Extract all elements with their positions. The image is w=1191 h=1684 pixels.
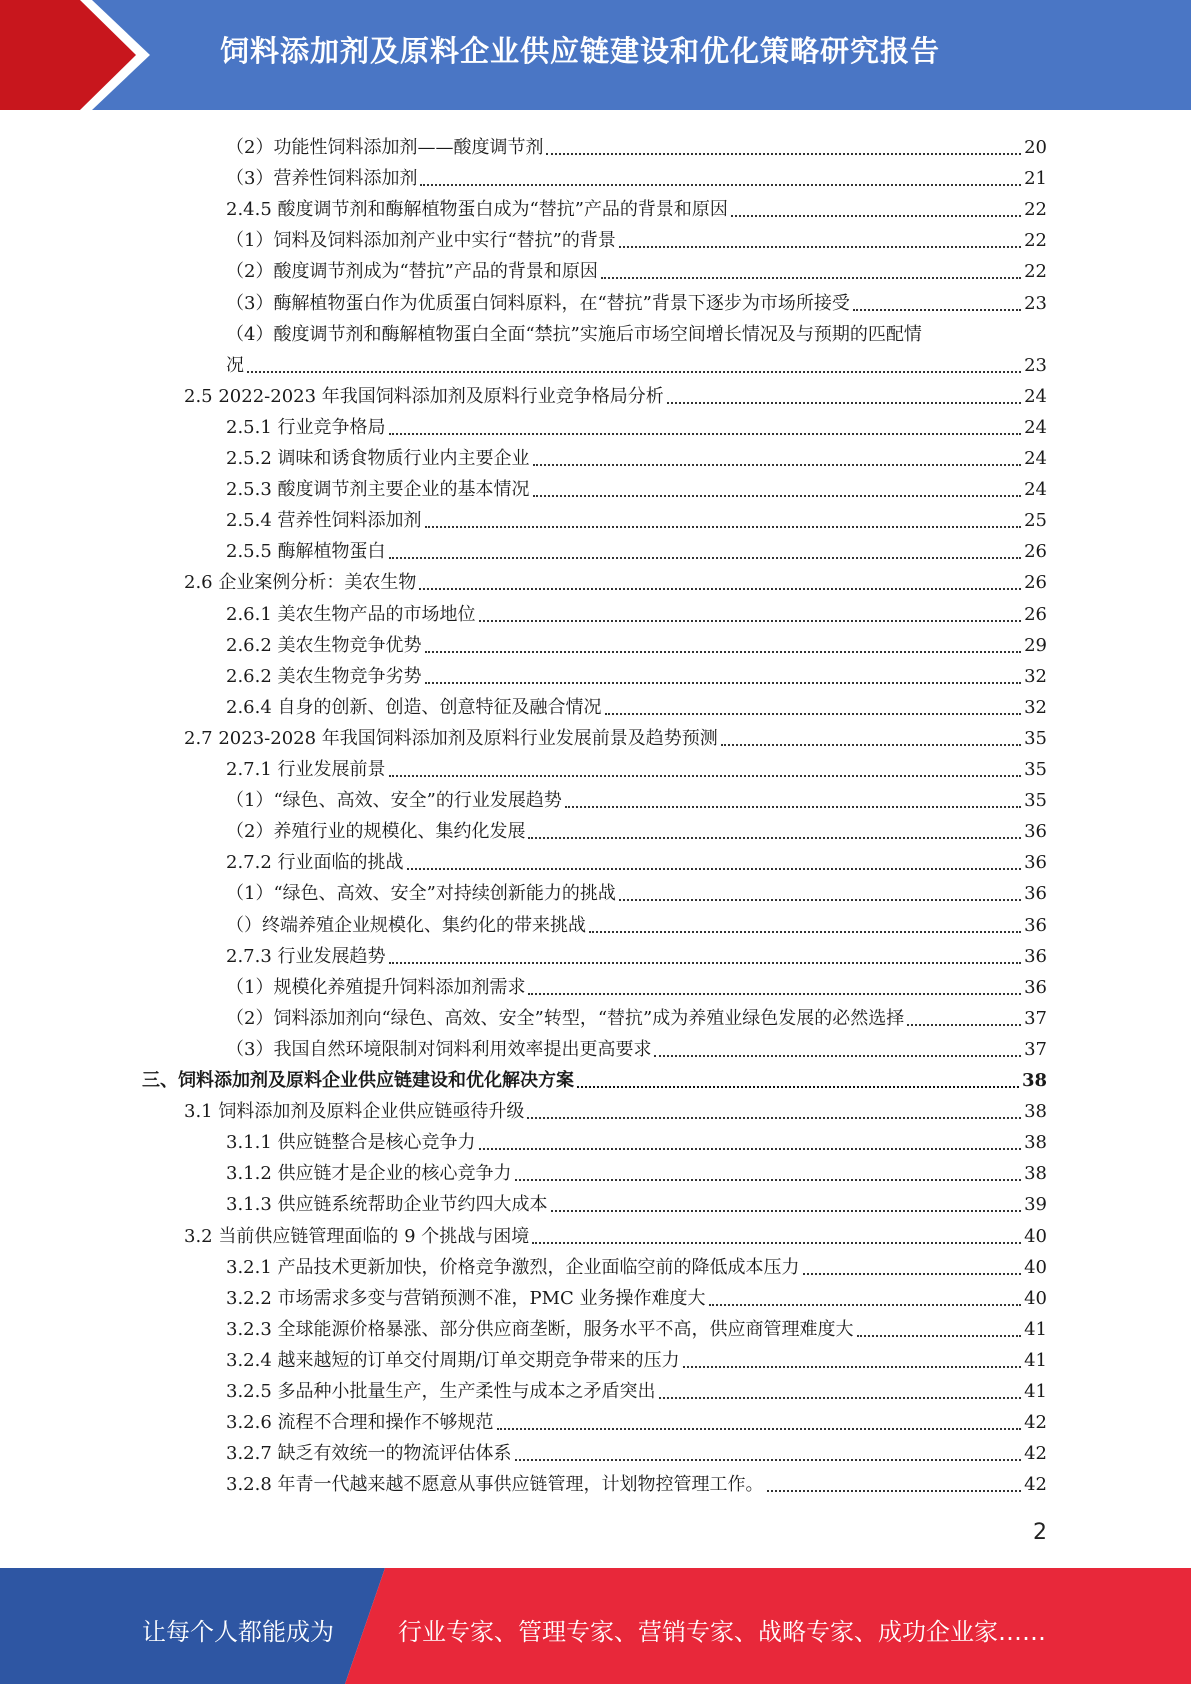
toc-entry-title: （）终端养殖企业规模化、集约化的带来挑战 [226, 915, 586, 936]
toc-entry-title: 3.1.3 供应链系统帮助企业节约四大成本 [226, 1194, 548, 1215]
toc-entry-title: 3.1 饲料添加剂及原料企业供应链亟待升级 [184, 1101, 525, 1122]
toc-entry-title: （2）饲料添加剂向“绿色、高效、安全”转型，“替抗”成为养殖业绿色发展的必然选择 [226, 1008, 905, 1029]
toc-entry[interactable] [226, 781, 1047, 812]
toc-entry-page: 38 [1024, 1101, 1047, 1122]
toc-entry-title: （3）酶解植物蛋白作为优质蛋白饲料原料，在“替抗”背景下逐步为市场所接受 [226, 293, 850, 314]
toc-entry[interactable] [226, 937, 1047, 968]
toc-entry[interactable] [226, 1465, 1047, 1496]
toc-entry[interactable] [226, 843, 1047, 874]
toc-entry[interactable] [226, 595, 1047, 626]
toc-dot-leader [419, 587, 1021, 590]
toc-entry[interactable] [226, 906, 1047, 937]
toc-entry[interactable] [226, 999, 1047, 1030]
toc-dot-leader [589, 930, 1021, 933]
toc-dot-leader [577, 1085, 1019, 1088]
toc-entry-page: 40 [1024, 1226, 1047, 1247]
toc-entry-title: （3）我国自然环境限制对饲料利用效率提出更高要求 [226, 1039, 652, 1060]
toc-entry-page: 39 [1024, 1194, 1047, 1215]
toc-entry[interactable] [184, 1217, 1047, 1248]
toc-entry-page: 35 [1024, 790, 1047, 811]
toc-entry-page: 24 [1024, 448, 1047, 469]
toc-entry-page: 38 [1021, 1070, 1047, 1091]
toc-entry[interactable] [226, 501, 1047, 532]
toc-entry-page: 41 [1024, 1350, 1047, 1371]
toc-dot-leader [731, 214, 1021, 217]
toc-dot-leader [425, 525, 1022, 528]
toc-entry-page: 21 [1024, 168, 1047, 189]
toc-entry-title: 况 [226, 355, 244, 376]
toc-entry-page: 22 [1024, 199, 1047, 220]
toc-entry-page: 36 [1024, 852, 1047, 873]
toc-entry-page: 42 [1024, 1474, 1047, 1495]
toc-entry-title: （3）营养性饲料添加剂 [226, 168, 418, 189]
toc-entry[interactable] [226, 1403, 1047, 1434]
toc-entry-title: （2）酸度调节剂成为“替抗”产品的背景和原因 [226, 261, 598, 282]
toc-entry-title: 2.6.1 美农生物产品的市场地位 [226, 604, 476, 625]
toc-entry-title: 2.5.5 酶解植物蛋白 [226, 541, 386, 562]
toc-dot-leader [605, 712, 1022, 715]
toc-dot-leader [528, 836, 1021, 839]
toc-dot-leader [565, 805, 1021, 808]
toc-dot-leader [654, 1054, 1021, 1057]
toc-entry-title: 2.7.1 行业发展前景 [226, 759, 386, 780]
toc-entry-page: 40 [1024, 1288, 1047, 1309]
toc-entry[interactable] [226, 1279, 1047, 1310]
toc-dot-leader [907, 1023, 1021, 1026]
toc-entry-page: 42 [1024, 1443, 1047, 1464]
toc-entry-page: 35 [1024, 759, 1047, 780]
toc-dot-leader [667, 401, 1021, 404]
toc-entry[interactable] [226, 812, 1047, 843]
toc-entry-title: 2.5.4 营养性饲料添加剂 [226, 510, 422, 531]
toc-entry[interactable] [226, 532, 1047, 563]
toc-entry-title: 3.2.1 产品技术更新加快，价格竞争激烈，企业面临空前的降低成本压力 [226, 1257, 800, 1278]
page-number: 2 [1033, 1520, 1047, 1545]
toc-dot-leader [479, 619, 1022, 622]
toc-entry-page: 23 [1024, 293, 1047, 314]
toc-entry[interactable] [142, 1061, 1047, 1092]
toc-entry[interactable] [184, 377, 1047, 408]
toc-entry-title: （1）“绿色、高效、安全”对持续创新能力的挑战 [226, 883, 616, 904]
toc-entry-title: 3.2.5 多品种小批量生产，生产柔性与成本之矛盾突出 [226, 1381, 656, 1402]
toc-entry-title: （1）规模化养殖提升饲料添加剂需求 [226, 977, 526, 998]
toc-entry[interactable] [184, 563, 1047, 594]
toc-dot-leader [601, 276, 1021, 279]
toc-dot-leader [533, 463, 1022, 466]
toc-entry-page: 41 [1024, 1381, 1047, 1402]
toc-dot-leader [619, 898, 1021, 901]
toc-entry[interactable] [226, 284, 1047, 315]
toc-dot-leader [533, 494, 1022, 497]
toc-entry-page: 22 [1024, 230, 1047, 251]
toc-entry-title: 2.7 2023-2028 年我国饲料添加剂及原料行业发展前景及趋势预测 [184, 728, 718, 749]
toc-dot-leader [247, 370, 1021, 373]
toc-dot-leader [515, 1178, 1022, 1181]
report-title: 饲料添加剂及原料企业供应链建设和优化策略研究报告 [220, 34, 941, 68]
toc-entry[interactable] [226, 874, 1047, 905]
toc-entry-page: 42 [1024, 1412, 1047, 1433]
toc-entry[interactable] [226, 1434, 1047, 1465]
toc-entry-title: 3.2 当前供应链管理面临的 9 个挑战与困境 [184, 1226, 530, 1247]
toc-entry[interactable] [226, 626, 1047, 657]
toc-entry[interactable] [226, 1248, 1047, 1279]
page-header [0, 0, 1191, 110]
toc-entry-page: 40 [1024, 1257, 1047, 1278]
toc-entry-page: 24 [1024, 386, 1047, 407]
toc-dot-leader [709, 1303, 1022, 1306]
toc-dot-leader [497, 1427, 1022, 1430]
toc-entry-title: 2.5 2022-2023 年我国饲料添加剂及原料行业竞争格局分析 [184, 386, 664, 407]
toc-entry[interactable] [226, 750, 1047, 781]
toc-entry-page: 36 [1024, 821, 1047, 842]
toc-entry[interactable] [226, 968, 1047, 999]
toc-dot-leader [515, 1458, 1022, 1461]
toc-entry-title: 2.4.5 酸度调节剂和酶解植物蛋白成为“替抗”产品的背景和原因 [226, 199, 728, 220]
toc-entry-title: 2.6.2 美农生物竞争劣势 [226, 666, 422, 687]
toc-entry[interactable] [226, 1185, 1047, 1216]
toc-entry-page: 20 [1024, 137, 1047, 158]
toc-dot-leader [857, 1334, 1022, 1337]
toc-entry-page: 26 [1024, 572, 1047, 593]
toc-entry-title: 2.5.2 调味和诱食物质行业内主要企业 [226, 448, 530, 469]
toc-entry[interactable] [226, 657, 1047, 688]
toc-entry-title: 2.5.1 行业竞争格局 [226, 417, 386, 438]
toc-entry[interactable] [226, 252, 1047, 283]
toc-entry-page: 32 [1024, 666, 1047, 687]
toc-dot-leader [407, 867, 1022, 870]
toc-entry-page: 25 [1024, 510, 1047, 531]
toc-dot-leader [853, 308, 1021, 311]
toc-dot-leader [528, 992, 1021, 995]
toc-entry[interactable] [226, 190, 1047, 221]
page-footer [0, 1568, 1191, 1684]
toc-dot-leader [389, 432, 1022, 435]
toc-dot-leader [527, 1116, 1021, 1119]
toc-entry-title: 3.2.7 缺乏有效统一的物流评估体系 [226, 1443, 512, 1464]
toc-entry[interactable] [226, 1030, 1047, 1061]
toc-entry[interactable] [226, 439, 1047, 470]
toc-entry-page: 22 [1024, 261, 1047, 282]
toc-entry[interactable] [226, 315, 1047, 346]
toc-entry[interactable] [226, 408, 1047, 439]
toc-entry[interactable] [226, 1123, 1047, 1154]
toc-entry-page: 36 [1024, 977, 1047, 998]
toc-entry-title: 3.1.2 供应链才是企业的核心竞争力 [226, 1163, 512, 1184]
toc-entry-title: 3.2.4 越来越短的订单交付周期/订单交期竞争带来的压力 [226, 1350, 680, 1371]
toc-dot-leader [425, 681, 1022, 684]
toc-entry-page: 29 [1024, 635, 1047, 656]
toc-entry-page: 38 [1024, 1132, 1047, 1153]
toc-entry-title: （1）“绿色、高效、安全”的行业发展趋势 [226, 790, 562, 811]
toc-entry-title: 三、饲料添加剂及原料企业供应链建设和优化解决方案 [142, 1070, 574, 1091]
toc-entry-page: 26 [1024, 541, 1047, 562]
toc-dot-leader [721, 743, 1021, 746]
toc-entry-page: 37 [1024, 1039, 1047, 1060]
toc-entry[interactable] [226, 470, 1047, 501]
toc-entry-page: 36 [1024, 946, 1047, 967]
chevron-arrow-icon [0, 0, 160, 110]
toc-entry-title: （2）养殖行业的规模化、集约化发展 [226, 821, 526, 842]
toc-entry-page: 23 [1024, 355, 1047, 376]
toc-dot-leader [389, 961, 1022, 964]
toc-entry[interactable] [226, 128, 1047, 159]
toc-dot-leader [546, 152, 1021, 155]
toc-entry-page: 36 [1024, 915, 1047, 936]
toc-entry-title: 3.1.1 供应链整合是核心竞争力 [226, 1132, 476, 1153]
toc-entry-page: 37 [1024, 1008, 1047, 1029]
footer-slogan-left: 让每个人都能成为 [142, 1618, 334, 1646]
toc-entry-title: （1）饲料及饲料添加剂产业中实行“替抗”的背景 [226, 230, 616, 251]
toc-dot-leader [659, 1396, 1022, 1399]
toc-entry-page: 38 [1024, 1163, 1047, 1184]
toc-dot-leader [532, 1241, 1021, 1244]
toc-entry-page: 24 [1024, 417, 1047, 438]
toc-entry[interactable] [184, 719, 1047, 750]
toc-entry-title: 2.6.2 美农生物竞争优势 [226, 635, 422, 656]
toc-entry-title: （2）功能性饲料添加剂——酸度调节剂 [226, 137, 544, 158]
toc-entry-title: （4）酸度调节剂和酶解植物蛋白全面“禁抗”实施后市场空间增长情况及与预期的匹配情 [226, 324, 922, 345]
toc-entry-page: 36 [1024, 883, 1047, 904]
toc-entry-title: 2.6.4 自身的创新、创造、创意特征及融合情况 [226, 697, 602, 718]
toc-entry-title: 3.2.3 全球能源价格暴涨、部分供应商垄断，服务水平不高，供应商管理难度大 [226, 1319, 854, 1340]
toc-entry-title: 2.7.3 行业发展趋势 [226, 946, 386, 967]
toc-entry-page: 26 [1024, 604, 1047, 625]
toc-dot-leader [425, 650, 1022, 653]
toc-entry-page: 35 [1024, 728, 1047, 749]
toc-entry[interactable] [226, 1372, 1047, 1403]
toc-dot-leader [683, 1365, 1022, 1368]
toc-dot-leader [479, 1147, 1022, 1150]
toc-dot-leader [767, 1489, 1022, 1492]
toc-entry[interactable] [226, 1154, 1047, 1185]
toc-dot-leader [803, 1272, 1022, 1275]
toc-dot-leader [389, 556, 1022, 559]
toc-entry-title: 3.2.6 流程不合理和操作不够规范 [226, 1412, 494, 1433]
toc-entry-page: 24 [1024, 479, 1047, 500]
toc-entry[interactable] [226, 159, 1047, 190]
toc-dot-leader [619, 245, 1021, 248]
footer-slogan-right: 行业专家、管理专家、营销专家、战略专家、成功企业家…… [398, 1618, 1046, 1646]
toc-entry-title: 2.5.3 酸度调节剂主要企业的基本情况 [226, 479, 530, 500]
toc-entry-page: 32 [1024, 697, 1047, 718]
toc-entry-title: 2.6 企业案例分析：美农生物 [184, 572, 417, 593]
toc-dot-leader [551, 1209, 1022, 1212]
toc-entry[interactable] [226, 221, 1047, 252]
toc-entry[interactable] [226, 346, 1047, 377]
toc-entry-title: 2.7.2 行业面临的挑战 [226, 852, 404, 873]
toc-entry[interactable] [226, 688, 1047, 719]
toc-entry[interactable] [184, 1092, 1047, 1123]
toc-entry-page: 41 [1024, 1319, 1047, 1340]
toc-entry-title: 3.2.2 市场需求多变与营销预测不准，PMC 业务操作难度大 [226, 1288, 706, 1309]
toc-entry[interactable] [226, 1341, 1047, 1372]
toc-dot-leader [420, 183, 1021, 186]
toc-dot-leader [389, 774, 1022, 777]
toc-entry[interactable] [226, 1310, 1047, 1341]
toc-entry-title: 3.2.8 年青一代越来越不愿意从事供应链管理，计划物控管理工作。 [226, 1474, 764, 1495]
